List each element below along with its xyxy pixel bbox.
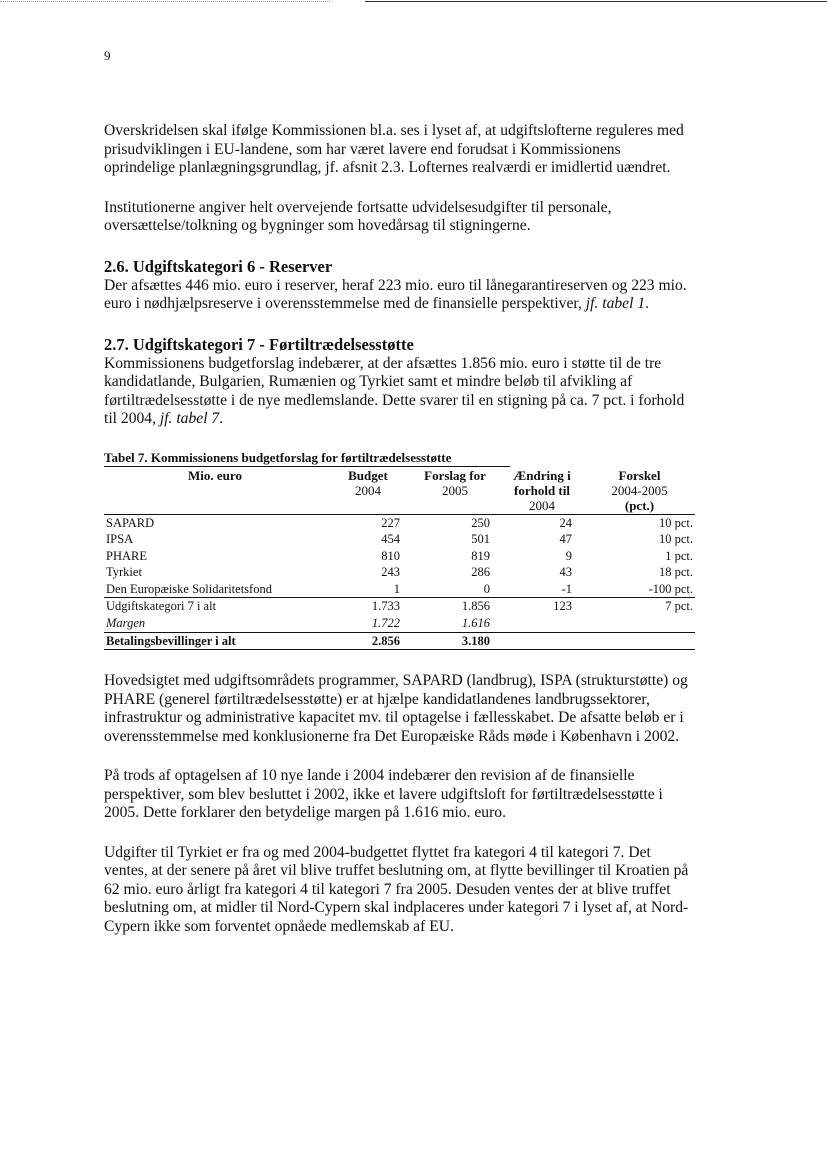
- cell-forslag: 3.180: [461, 633, 490, 648]
- row-label: Tyrkiet: [106, 565, 142, 580]
- cell-forskel: 10 pct.: [658, 532, 693, 547]
- row-label: Den Europæiske Solidaritetsfond: [106, 581, 272, 596]
- solid-rule: [365, 1, 827, 2]
- cell-aendring: 9: [565, 548, 572, 563]
- subtotal-row: [104, 598, 695, 615]
- document-body: [104, 122, 694, 957]
- col-header-unit: Mio. euro: [188, 467, 242, 483]
- section-2-7-body: Kommissionens budgetforslag indebærer, at der afsættes 1.856 mio. euro i støtte til de tre kandidatlande, Bulgarien, Rumænien og Tyrkiet samt et mindre beløb til afvikling af førtiltrædelsesstøtte i de nye medlemslande. Dette svarer til en stigning på ca. 7 pct. i forhold til 2004,: [104, 354, 685, 427]
- cell-aendring: [500, 632, 584, 650]
- cell-aendring: 123: [553, 599, 572, 614]
- cell-forskel: 1 pct.: [665, 548, 693, 563]
- section-2-6-heading: 2.6. Udgiftskategori 6 - Reserver: [104, 256, 333, 276]
- row-label: PHARE: [106, 548, 147, 563]
- table-row: [104, 548, 695, 565]
- table-7: [104, 450, 695, 651]
- cell-budget: 810: [381, 548, 400, 563]
- cell-aendring: 43: [559, 565, 572, 580]
- after-paragraph-3: Udgifter til Tyrkiet er fra og med 2004-budgettet flyttet fra kategori 4 til kategori 7. Det ventes, at der senere på året vil blive truffet beslutning om, at flytte bevillinger til Kroatien på 62 mio. euro årligt fra kategori 4 til kategori 7 fra 2005. Desuden ventes der at blive truffet beslutning om, at midler til Nord-Cypern skal indplaceres under kategori 7 i lyset af, at Nord-Cypern ikke som forventet opnåede medlemskab af EU.: [104, 843, 689, 935]
- section-2-7-text: [104, 355, 694, 429]
- cell-forslag: 0: [483, 581, 490, 596]
- cell-forskel: [584, 632, 695, 650]
- section-2-7: [104, 335, 694, 429]
- cell-aendring: -1: [561, 581, 572, 596]
- total-row: [104, 632, 695, 650]
- cell-forskel: 7 pct.: [665, 599, 693, 614]
- cell-forslag: 501: [471, 532, 490, 547]
- cell-budget: 1: [393, 581, 400, 596]
- section-2-7-heading: 2.7. Udgiftskategori 7 - Førtiltrædelsesstøtte: [104, 334, 414, 354]
- table-row: [104, 581, 695, 598]
- cell-forskel: 18 pct.: [658, 565, 693, 580]
- cell-forslag: 1.616: [461, 616, 490, 631]
- after-paragraph-1: Hovedsigtet med udgiftsområdets programmer, SAPARD (landbrug), ISPA (strukturstøtte) og PHARE (generel førtiltrædelsesstøtte) er at hjælpe kandidatlandenes landbrugssektorer, infrastruktur og administrative kapacitet mv. til optagelse i fællesskabet. De afsatte beløb er i overensstemmelse med konklusionerne fra Det Europæiske Råds møde i København i 2002.: [104, 672, 688, 745]
- cell-forslag: 1.856: [461, 599, 490, 614]
- cell-aendring: 47: [559, 532, 572, 547]
- row-label: Margen: [106, 616, 146, 631]
- margin-row: [104, 615, 695, 632]
- dotted-rule: [0, 1, 330, 2]
- intro-paragraph-2: Institutionerne angiver helt overvejende fortsatte udvidelsesudgifter til personale, oversættelse/tolkning og bygninger som hovedårsag til stigningerne.: [104, 198, 612, 234]
- cell-budget: 227: [381, 515, 400, 530]
- intro-paragraph-1: Overskridelsen skal ifølge Kommissionen bl.a. ses i lyset af, at udgiftslofterne reguleres med prisudviklingen i EU-landene, som har været lavere end forudsat i Kommissionens oprindelige planlægningsgrundlag, jf. afsnit 2.3. Lofternes realværdi er imidlertid uændret.: [104, 122, 684, 176]
- after-paragraph-2: På trods af optagelsen af 10 nye lande i 2004 indebærer den revision af de finansielle perspektiver, som blev besluttet i 2002, ikke et lavere udgiftsloft for førtiltrædelsesstøtte i 2005. Dette forklarer den betydelige margen på 1.616 mio. euro.: [104, 767, 663, 822]
- row-label: SAPARD: [106, 515, 155, 530]
- cell-budget: 1.722: [371, 616, 400, 631]
- row-label: Udgiftskategori 7 i alt: [106, 599, 217, 614]
- col-header-budget: Budget 2004: [348, 467, 388, 498]
- cell-budget: 454: [381, 532, 400, 547]
- page-top-rule: [0, 0, 827, 3]
- cell-forskel: 10 pct.: [658, 515, 693, 530]
- table-row: [104, 564, 695, 581]
- section-2-7-end: .: [219, 410, 224, 427]
- cell-aendring: [500, 615, 584, 632]
- row-label: Betalingsbevillinger i alt: [106, 633, 236, 648]
- cell-forslag: 286: [471, 565, 490, 580]
- cell-budget: 1.733: [371, 599, 400, 614]
- budget-table: [104, 467, 695, 651]
- table-row: [104, 514, 695, 531]
- section-2-6-body: Der afsættes 446 mio. euro i reserver, heraf 223 mio. euro til lånegarantireserven og 223 mio. euro i nødhjælpsreserve i overensstemmelse med de finansielle perspektiver,: [104, 276, 687, 312]
- col-header-forskel: Forskel 2004-2005 (pct.): [611, 467, 668, 513]
- cell-forskel: -100 pct.: [648, 581, 693, 596]
- cell-forskel: [584, 615, 695, 632]
- cell-budget: 2.856: [371, 633, 400, 648]
- col-header-forslag: Forslag for 2005: [424, 467, 486, 498]
- row-label: IPSA: [106, 532, 134, 547]
- page-number: 9: [104, 48, 111, 63]
- table-header-row: [104, 467, 695, 515]
- table-row: [104, 531, 695, 548]
- section-2-7-ref: jf. tabel 7: [159, 410, 220, 427]
- cell-aendring: 24: [559, 515, 572, 530]
- table-caption: Tabel 7. Kommissionens budgetforslag for førtiltrædelsesstøtte: [104, 450, 510, 467]
- section-2-6-text: [104, 277, 694, 314]
- cell-forslag: 250: [471, 515, 490, 530]
- section-2-6-ref: jf. tabel 1: [585, 295, 646, 312]
- cell-budget: 243: [381, 565, 400, 580]
- cell-forslag: 819: [471, 548, 490, 563]
- section-2-6-end: .: [645, 295, 650, 312]
- section-2-6: [104, 257, 694, 314]
- col-header-aendring: Ændring i forhold til 2004: [513, 467, 571, 513]
